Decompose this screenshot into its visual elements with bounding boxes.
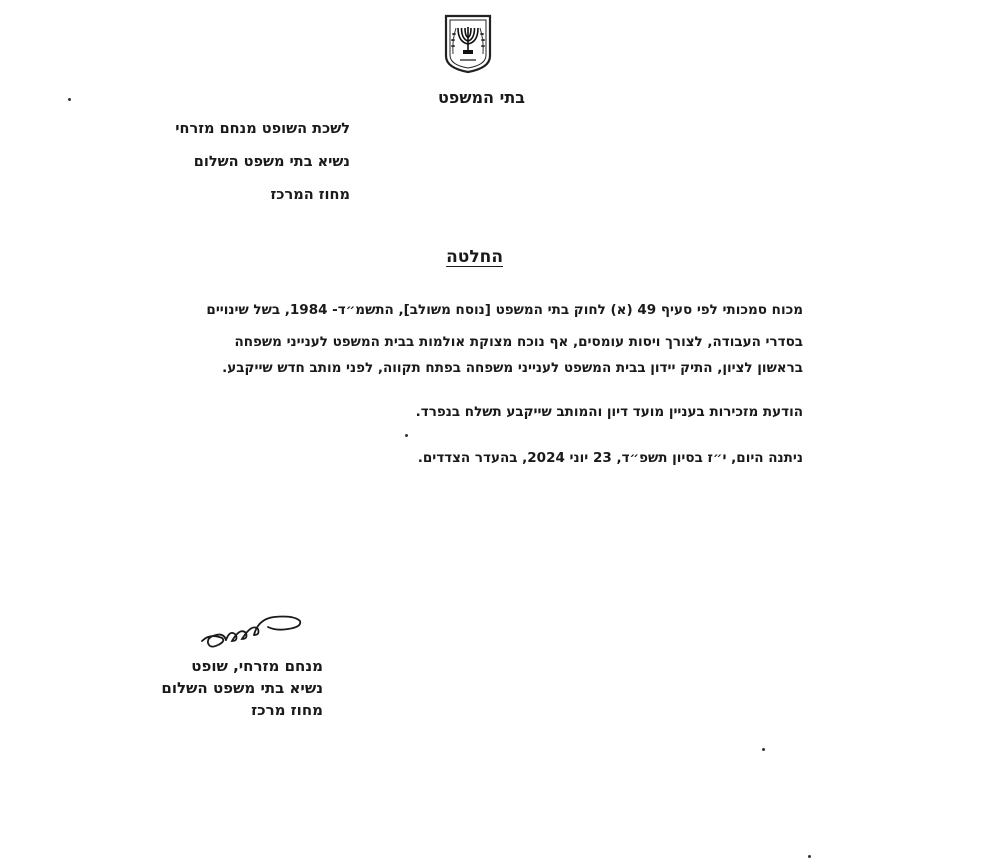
stray-dot <box>405 434 408 437</box>
decision-heading: החלטה <box>446 247 503 267</box>
court-name-title: בתי המשפט <box>437 88 525 107</box>
district-line: מחוז המרכז <box>270 187 350 203</box>
scan-speck <box>68 98 71 101</box>
president-title-line: נשיא בתי משפט השלום <box>193 154 350 170</box>
signer-district: מחוז מרכז <box>251 701 323 719</box>
state-emblem-icon <box>442 14 494 74</box>
decision-body-line: בסדרי העבודה, לצורך ויסות עומסים, אף נוכח מצוקת אולמות בבית המשפט לענייני משפחה <box>234 334 803 350</box>
decision-body-line: בראשון לציון, התיק יידון בבית המשפט לענייני משפחה בפתח תקווה, לפני מותב חדש שייקבע. <box>222 360 803 376</box>
signer-name: מנחם מזרחי, שופט <box>191 657 323 675</box>
scan-speck <box>808 855 811 858</box>
given-date-line: ניתנה היום, י״ז בסיון תשפ״ד, 23 יוני 2024, בהעדר הצדדים. <box>417 450 803 466</box>
scan-speck <box>762 748 765 751</box>
handwritten-signature <box>196 605 306 655</box>
chambers-line: לשכת השופט מנחם מזרחי <box>175 121 350 137</box>
decision-body-line: מכוח סמכותי לפי סעיף 49 (א) לחוק בתי המשפט [נוסח משולב], התשמ״ד- 1984, בשל שינויים <box>206 302 803 318</box>
signer-title: נשיא בתי משפט השלום <box>161 679 323 697</box>
secretariat-notice: הודעת מזכירות בעניין מועד דיון והמותב שייקבע תשלח בנפרד. <box>415 404 803 420</box>
